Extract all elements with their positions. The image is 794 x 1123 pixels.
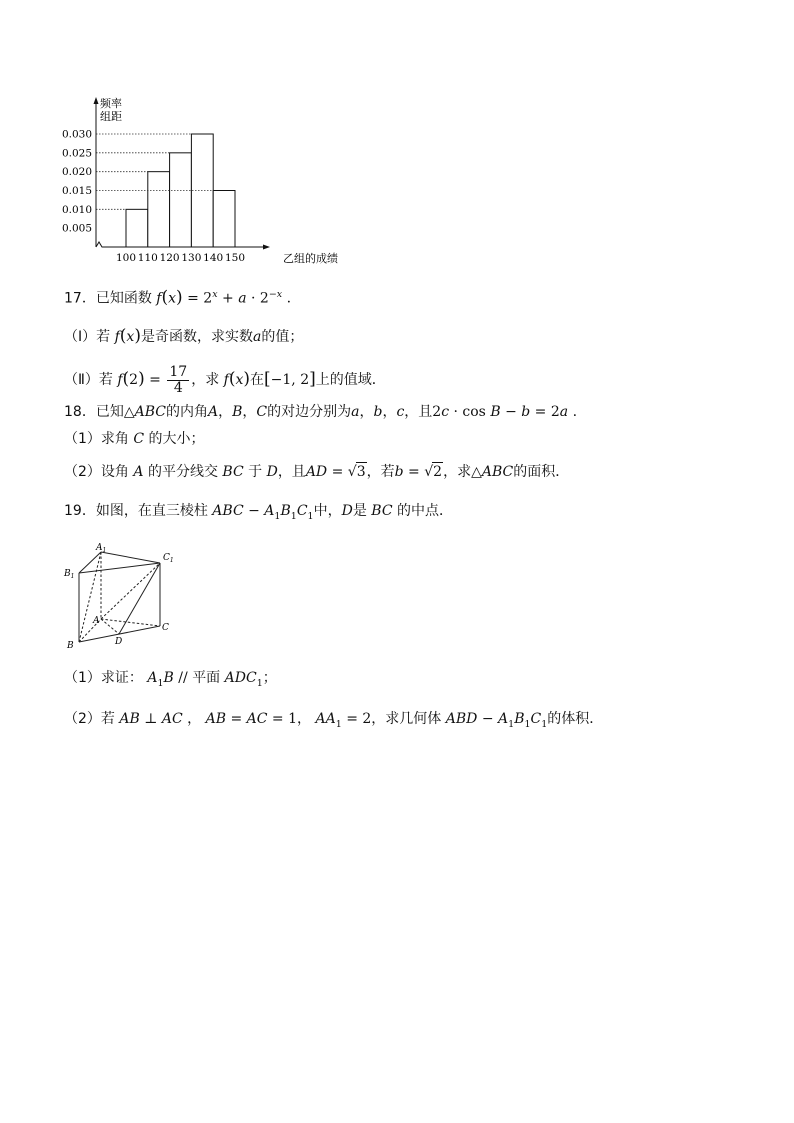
q17-stem: 17．已知函数 $f(x) = 2^x + a \cdot 2^{-x}$ .	[64, 287, 292, 308]
label-C1: $C_1$	[163, 553, 174, 564]
histogram-bar	[126, 209, 148, 247]
y-tick-label: 0.015	[61, 185, 92, 197]
y-tick-label: 0.010	[61, 203, 92, 216]
xlabel: 乙组的成绩	[283, 252, 338, 265]
label-B1: $B_1$	[64, 569, 75, 580]
ylabel-top: 频率	[100, 97, 122, 110]
label-A1: $A_1$	[96, 543, 107, 554]
q19-stem: 19．如图，在直三棱柱 ABC − $A_1B_1C_1$中，D是 BC 的中点．	[64, 503, 453, 522]
x-tick-label: 150	[224, 252, 246, 264]
histogram-bar	[170, 153, 192, 247]
label-D: D	[115, 637, 123, 647]
label-A: A	[93, 616, 100, 626]
histogram-bar	[148, 172, 170, 247]
x-tick-label: 100	[115, 252, 137, 264]
triangular-prism-figure	[62, 540, 180, 652]
y-tick-label: 0.030	[61, 128, 92, 141]
q18-part1: （1）求角 C 的大小；	[64, 431, 205, 447]
label-B: B	[67, 641, 74, 651]
y-axis-arrow	[94, 97, 99, 104]
y-tick-label: 0.025	[61, 147, 92, 160]
x-tick-label: 140	[203, 252, 224, 264]
q17-stem-text: 已知函数	[95, 290, 152, 307]
x-tick-label: 130	[181, 252, 202, 264]
x-tick-label: 110	[137, 252, 158, 264]
ylabel-bottom: 组距	[100, 110, 122, 123]
y-tick-label: 0.020	[61, 166, 92, 179]
x-axis-arrow	[263, 245, 270, 250]
q17-part1: （Ⅰ）若 f(x)是奇函数，求实数a的值；	[64, 326, 304, 346]
q17-part2: （Ⅱ）若 f(2) = $\frac{17}{4}$ ，求 f(x)在[−1, 2]上的值域．	[64, 363, 386, 396]
label-C: C	[162, 623, 169, 633]
histogram-bar	[213, 191, 235, 248]
q19-part1: （1）求证： $A_1B$ // 平面 $ADC_1$；	[64, 670, 277, 689]
y-tick-label: 0.005	[61, 222, 92, 235]
q17-number: 17．	[64, 290, 96, 307]
x-tick-label: 120	[159, 252, 180, 264]
q18-part2: （2）设角 A 的平分线交 BC 于 D，且AD = √3，若b = √2，求△ABC的面积．	[64, 464, 570, 480]
q18-stem: 18．已知△ABC的内角A，B，C的对边分别为a，b，c，且2c · cos B − b = 2a .	[64, 404, 578, 420]
q19-part2: （2）若 AB ⊥ AC ， AB = AC = 1， $AA_1 = 2$，求几何体 ABD − $A_1B_1C_1$的体积．	[64, 711, 604, 730]
frequency-histogram	[60, 94, 338, 269]
